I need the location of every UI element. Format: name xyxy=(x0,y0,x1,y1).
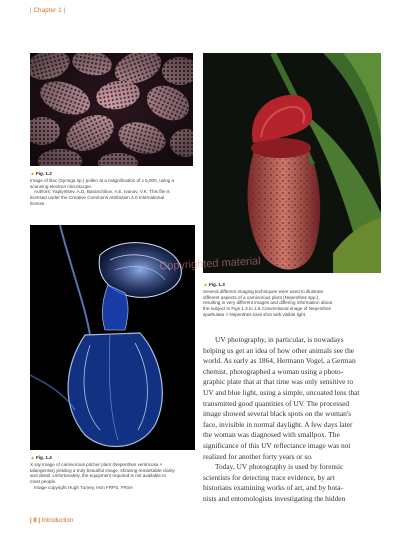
fig-1-3-caption: ▲Fig. 1.3 Several different imaging techniques were used to illustrate different aspects of a carnivorous plant (Nepenthes spp.), resulting in very different images and differing information about the subject in Figs 1.3 to 1.6 Conventional image of Nepenthes spathulata × Nepenthes lowii shot with visible light. xyxy=(203,282,381,318)
pitcher-plant-photo xyxy=(203,53,381,273)
paragraph-uv-history: UV photography, in particular, is nowadays xyxy=(215,335,344,344)
fig-1-4-label: ▲Fig. 1.4 xyxy=(30,455,52,461)
pollen-sem-image xyxy=(30,53,193,166)
fig-1-3-label: ▲Fig. 1.3 xyxy=(203,282,225,288)
page-number: | 8 | xyxy=(30,518,41,524)
triangle-icon: ▲ xyxy=(30,171,35,177)
page-footer xyxy=(30,518,73,524)
xray-pitcher-image xyxy=(30,225,195,450)
copyright-watermark: Copyrighted material xyxy=(159,255,261,273)
body-text: UV photography, in particular, is nowadays helping us get an idea of how other animals see the world. As early as 1864, Hermann Vogel, a German chemist, photographed a woman using a photo- graphic plate that at that time was only sensitive to UV and blue light, using a simple, uncoated lens that transmitted good quantities of UV. The processed image showed several black spots on the woman's face, invisible in normal daylight. A few days later the woman was diagnosed with smallpox. The significance of this UV reflectance image was not realized for another forty years or so. Today, UV photography is used by forensic scientists for detecting trace evidence, by art historians examining works of art, and by bota- nists and entomologists investigating the hidden xyxy=(203,335,379,505)
paragraph-uv-today: Today, UV photography is used by forensic xyxy=(215,462,344,472)
section-name: Introduction xyxy=(41,518,74,524)
triangle-icon: ▲ xyxy=(203,282,208,288)
fig-1-4-caption: ▲Fig. 1.4 X-ray image of carnivorous pitcher plant (Nepenthes ventricosa × talangensis) yielding a truly beautiful image, showing remarkable clarity and detail. Unfortunately, the equipment required is not available to most people. Image copyright Hugh Turvey, Hon FRPS, FRSA xyxy=(30,455,198,491)
chapter-header: | Chapter 1 | xyxy=(30,8,66,14)
fig-1-2-label: ▲Fig. 1.2 xyxy=(30,171,52,177)
fig-1-2-caption: ▲Fig. 1.2 Image of lilac (Syringa sp.) pollen at a magnification of x 5,000, using a scanning electron microscope. Authors: Yaptyntsev, A.D, Baranchikov, A.E, Ivanov, V.K. This file is licensed under the Creative Commons Attribution 4.0 International license. xyxy=(30,171,195,207)
triangle-icon: ▲ xyxy=(30,455,35,461)
